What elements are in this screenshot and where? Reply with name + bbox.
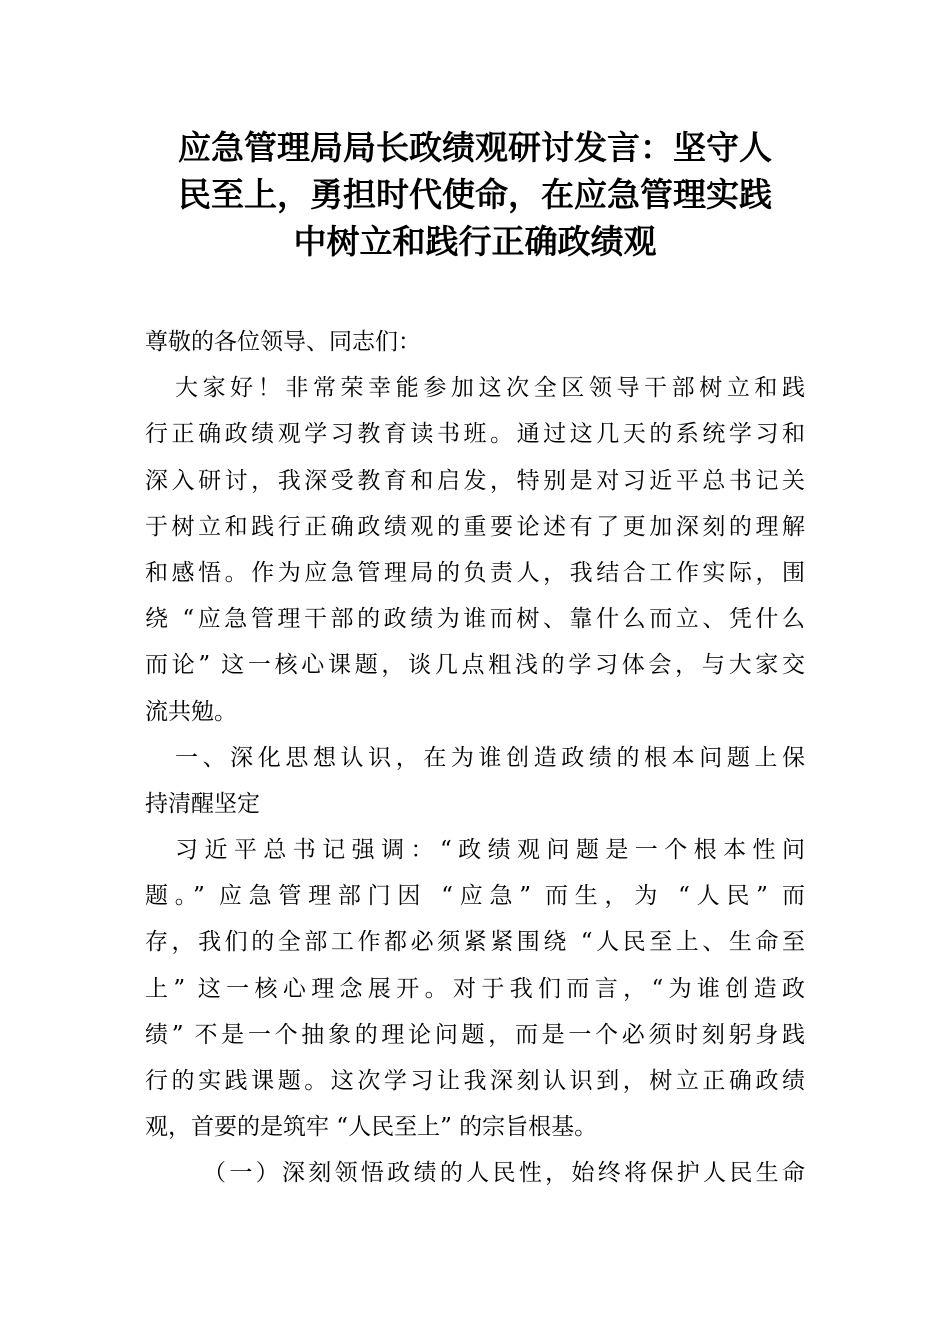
intro-paragraph <box>145 368 805 738</box>
text-line: 深入研讨，我深受教育和启发，特别是对习近平总书记关 <box>145 467 805 494</box>
text-line: 观，首要的是筑牢 “人民至上” 的宗旨根基。 <box>145 1114 598 1141</box>
text-line: 行的实践课题。这次学习让我深刻认识到，树立正确政绩 <box>145 1068 805 1094</box>
title-line: 民至上，勇担时代使命，在应急管理实践 <box>178 175 772 214</box>
title-line: 应急管理局局长政绩观研讨发言：坚守人 <box>178 128 772 167</box>
document-body <box>145 322 805 1200</box>
text-line: 持清醒坚定 <box>145 790 260 817</box>
text-line: 和感悟。作为应急管理局的负责人，我结合工作实际，围 <box>145 559 805 586</box>
text-line: 绕 “应急管理干部的政绩为谁而树、靠什么而立、凭什么 <box>145 606 805 633</box>
greeting: 尊敬的各位领导、同志们： <box>145 329 421 355</box>
text-line: 行正确政绩观学习教育读书班。通过这几天的系统学习和 <box>145 421 805 448</box>
text-line: 流共勉。 <box>145 698 237 725</box>
text-line: 上” 这一核心理念展开。对于我们而言，“为谁创造政 <box>145 975 805 1002</box>
section-heading <box>145 738 805 830</box>
title-line: 中树立和践行正确政绩观 <box>293 222 657 261</box>
text-line: 一、深化思想认识，在为谁创造政绩的根本问题上保 <box>175 744 805 771</box>
text-line: 存，我们的全部工作都必须紧紧围绕 “人民至上、生命至 <box>145 929 805 956</box>
document-title <box>145 124 805 265</box>
text-line: 绩” 不是一个抽象的理论问题，而是一个必须时刻躬身践 <box>145 1021 805 1048</box>
text-line: 于树立和践行正确政绩观的重要论述有了更加深刻的理解 <box>145 513 805 540</box>
subsection-heading: （一）深刻领悟政绩的人民性，始终将保护人民生命 <box>203 1160 805 1187</box>
text-line: 大家好！非常荣幸能参加这次全区领导干部树立和践 <box>175 375 805 402</box>
text-line: 题。” 应急管理部门因 “应急” 而生，为 “人民” 而 <box>145 883 805 910</box>
text-line: 习近平总书记强调：“政绩观问题是一个根本性问 <box>175 837 805 864</box>
text-line: 而论” 这一核心课题，谈几点粗浅的学习体会，与大家交 <box>145 652 805 679</box>
section-paragraph <box>145 830 805 1153</box>
